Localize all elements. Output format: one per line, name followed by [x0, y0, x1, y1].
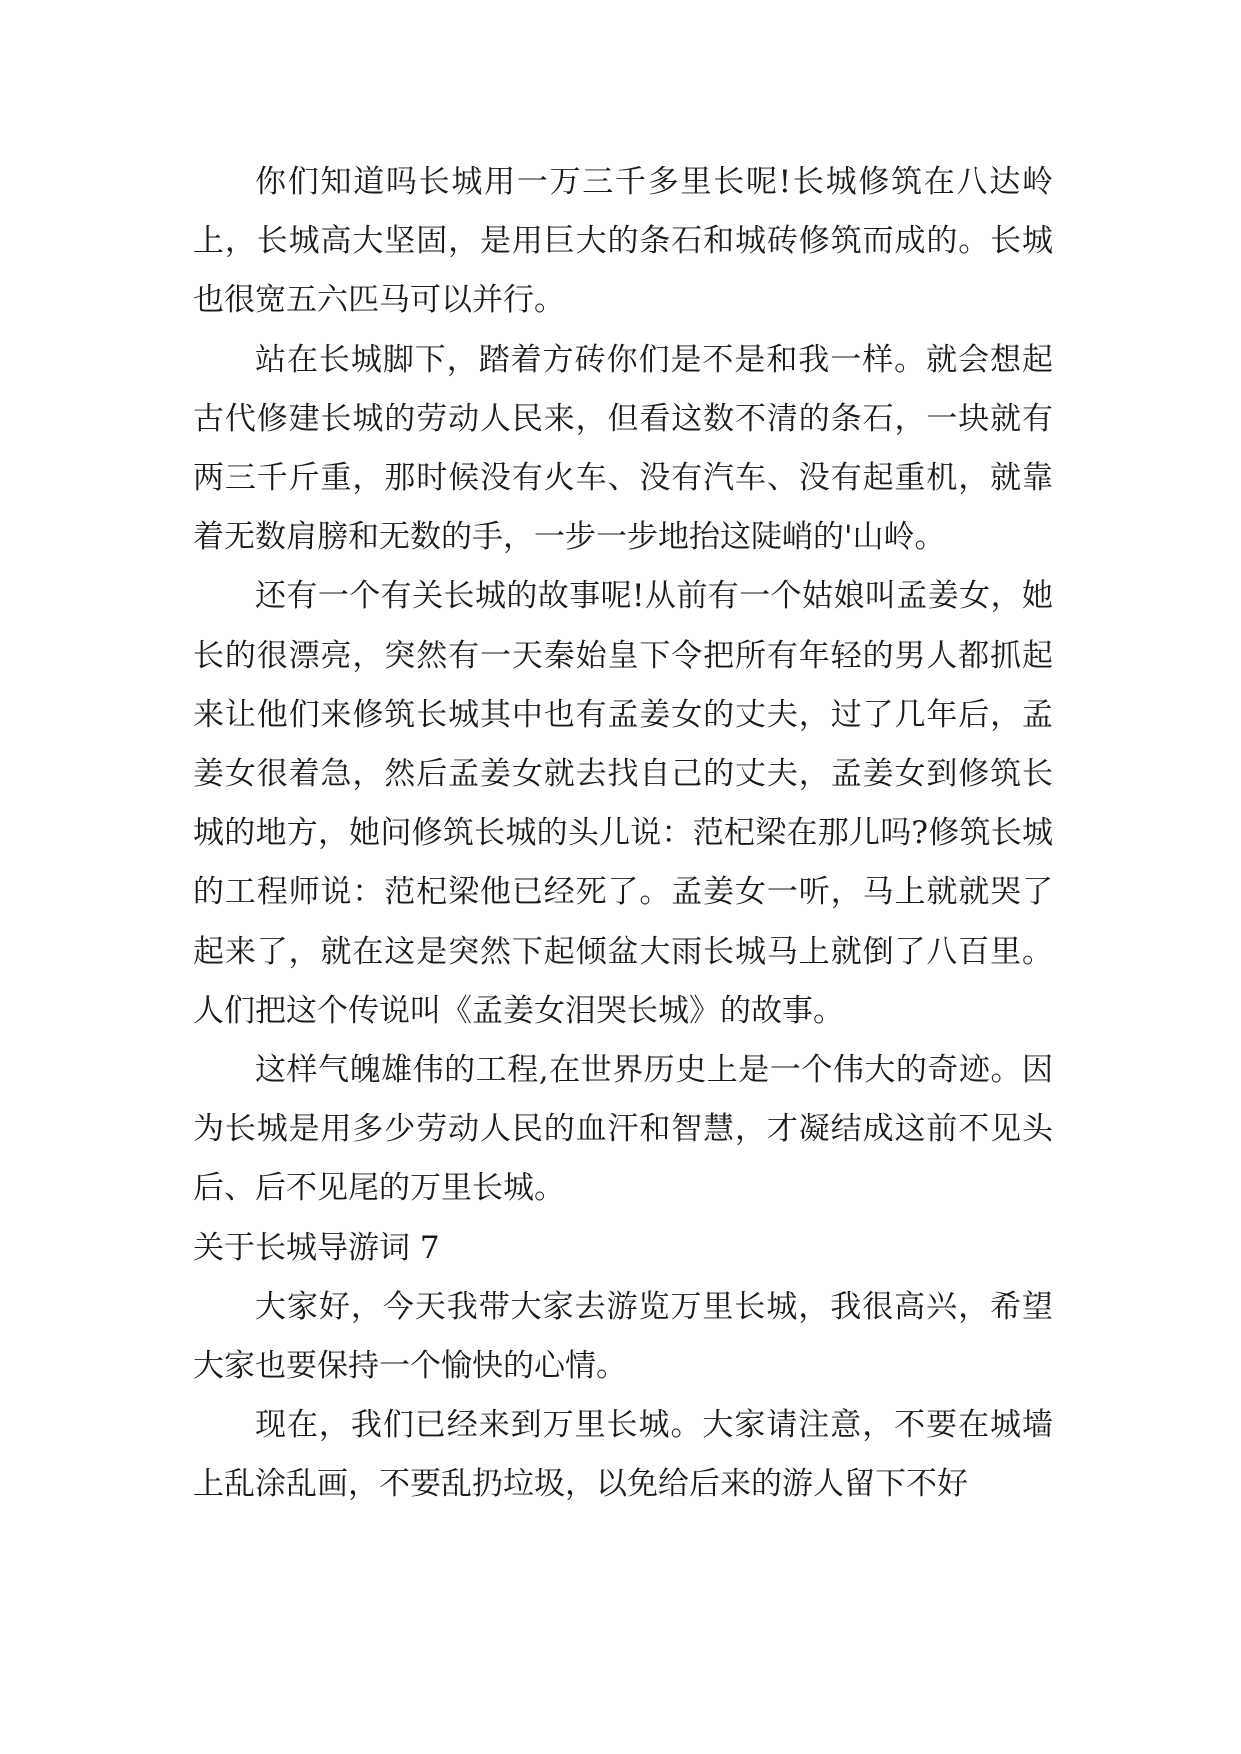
paragraph-arrival-notice: 现在，我们已经来到万里长城。大家请注意，不要在城墙上乱涂乱画，不要乱扔垃圾，以免给后来的游人留下不好: [193, 1407, 1053, 1503]
paragraph-great-wall-length: 你们知道吗长城用一万三千多里长呢!长城修筑在八达岭上，长城高大坚固，是用巨大的条石和城砖修筑而成的。长城也很宽五六匹马可以并行。: [193, 164, 1053, 319]
document-body: [193, 153, 1053, 1515]
paragraph-standing-at-wall: 站在长城脚下，踏着方砖你们是不是和我一样。就会想起古代修建长城的劳动人民来，但看这数不清的条石，一块就有两三千斤重，那时候没有火车、没有汽车、没有起重机，就靠着无数肩膀和无数的手，一步一步地抬这陡峭的'山岭。: [193, 341, 1053, 556]
paragraph-meng-jiangnu-story: 还有一个有关长城的故事呢!从前有一个姑娘叫孟姜女，她长的很漂亮，突然有一天秦始皇下令把所有年轻的男人都抓起来让他们来修筑长城其中也有孟姜女的丈夫，过了几年后，孟姜女很着急，然后孟姜女就去找自己的丈夫，孟姜女到修筑长城的地方，她问修筑长城的头儿说：范杞梁在那儿吗?修筑长城的工程师说：范杞梁他已经死了。孟姜女一听，马上就就哭了起来了，就在这是突然下起倾盆大雨长城马上就倒了八百里。人们把这个传说叫《孟姜女泪哭长城》的故事。: [193, 578, 1053, 1029]
paragraph-greeting: 大家好，今天我带大家去游览万里长城，我很高兴，希望大家也要保持一个愉快的心情。: [193, 1288, 1053, 1385]
paragraph-world-wonder: 这样气魄雄伟的工程,在世界历史上是一个伟大的奇迹。因为长城是用多少劳动人民的血汗和智慧，才凝结成这前不见头后、后不见尾的万里长城。: [193, 1052, 1053, 1207]
section-heading: 关于长城导游词 7: [193, 1229, 440, 1266]
